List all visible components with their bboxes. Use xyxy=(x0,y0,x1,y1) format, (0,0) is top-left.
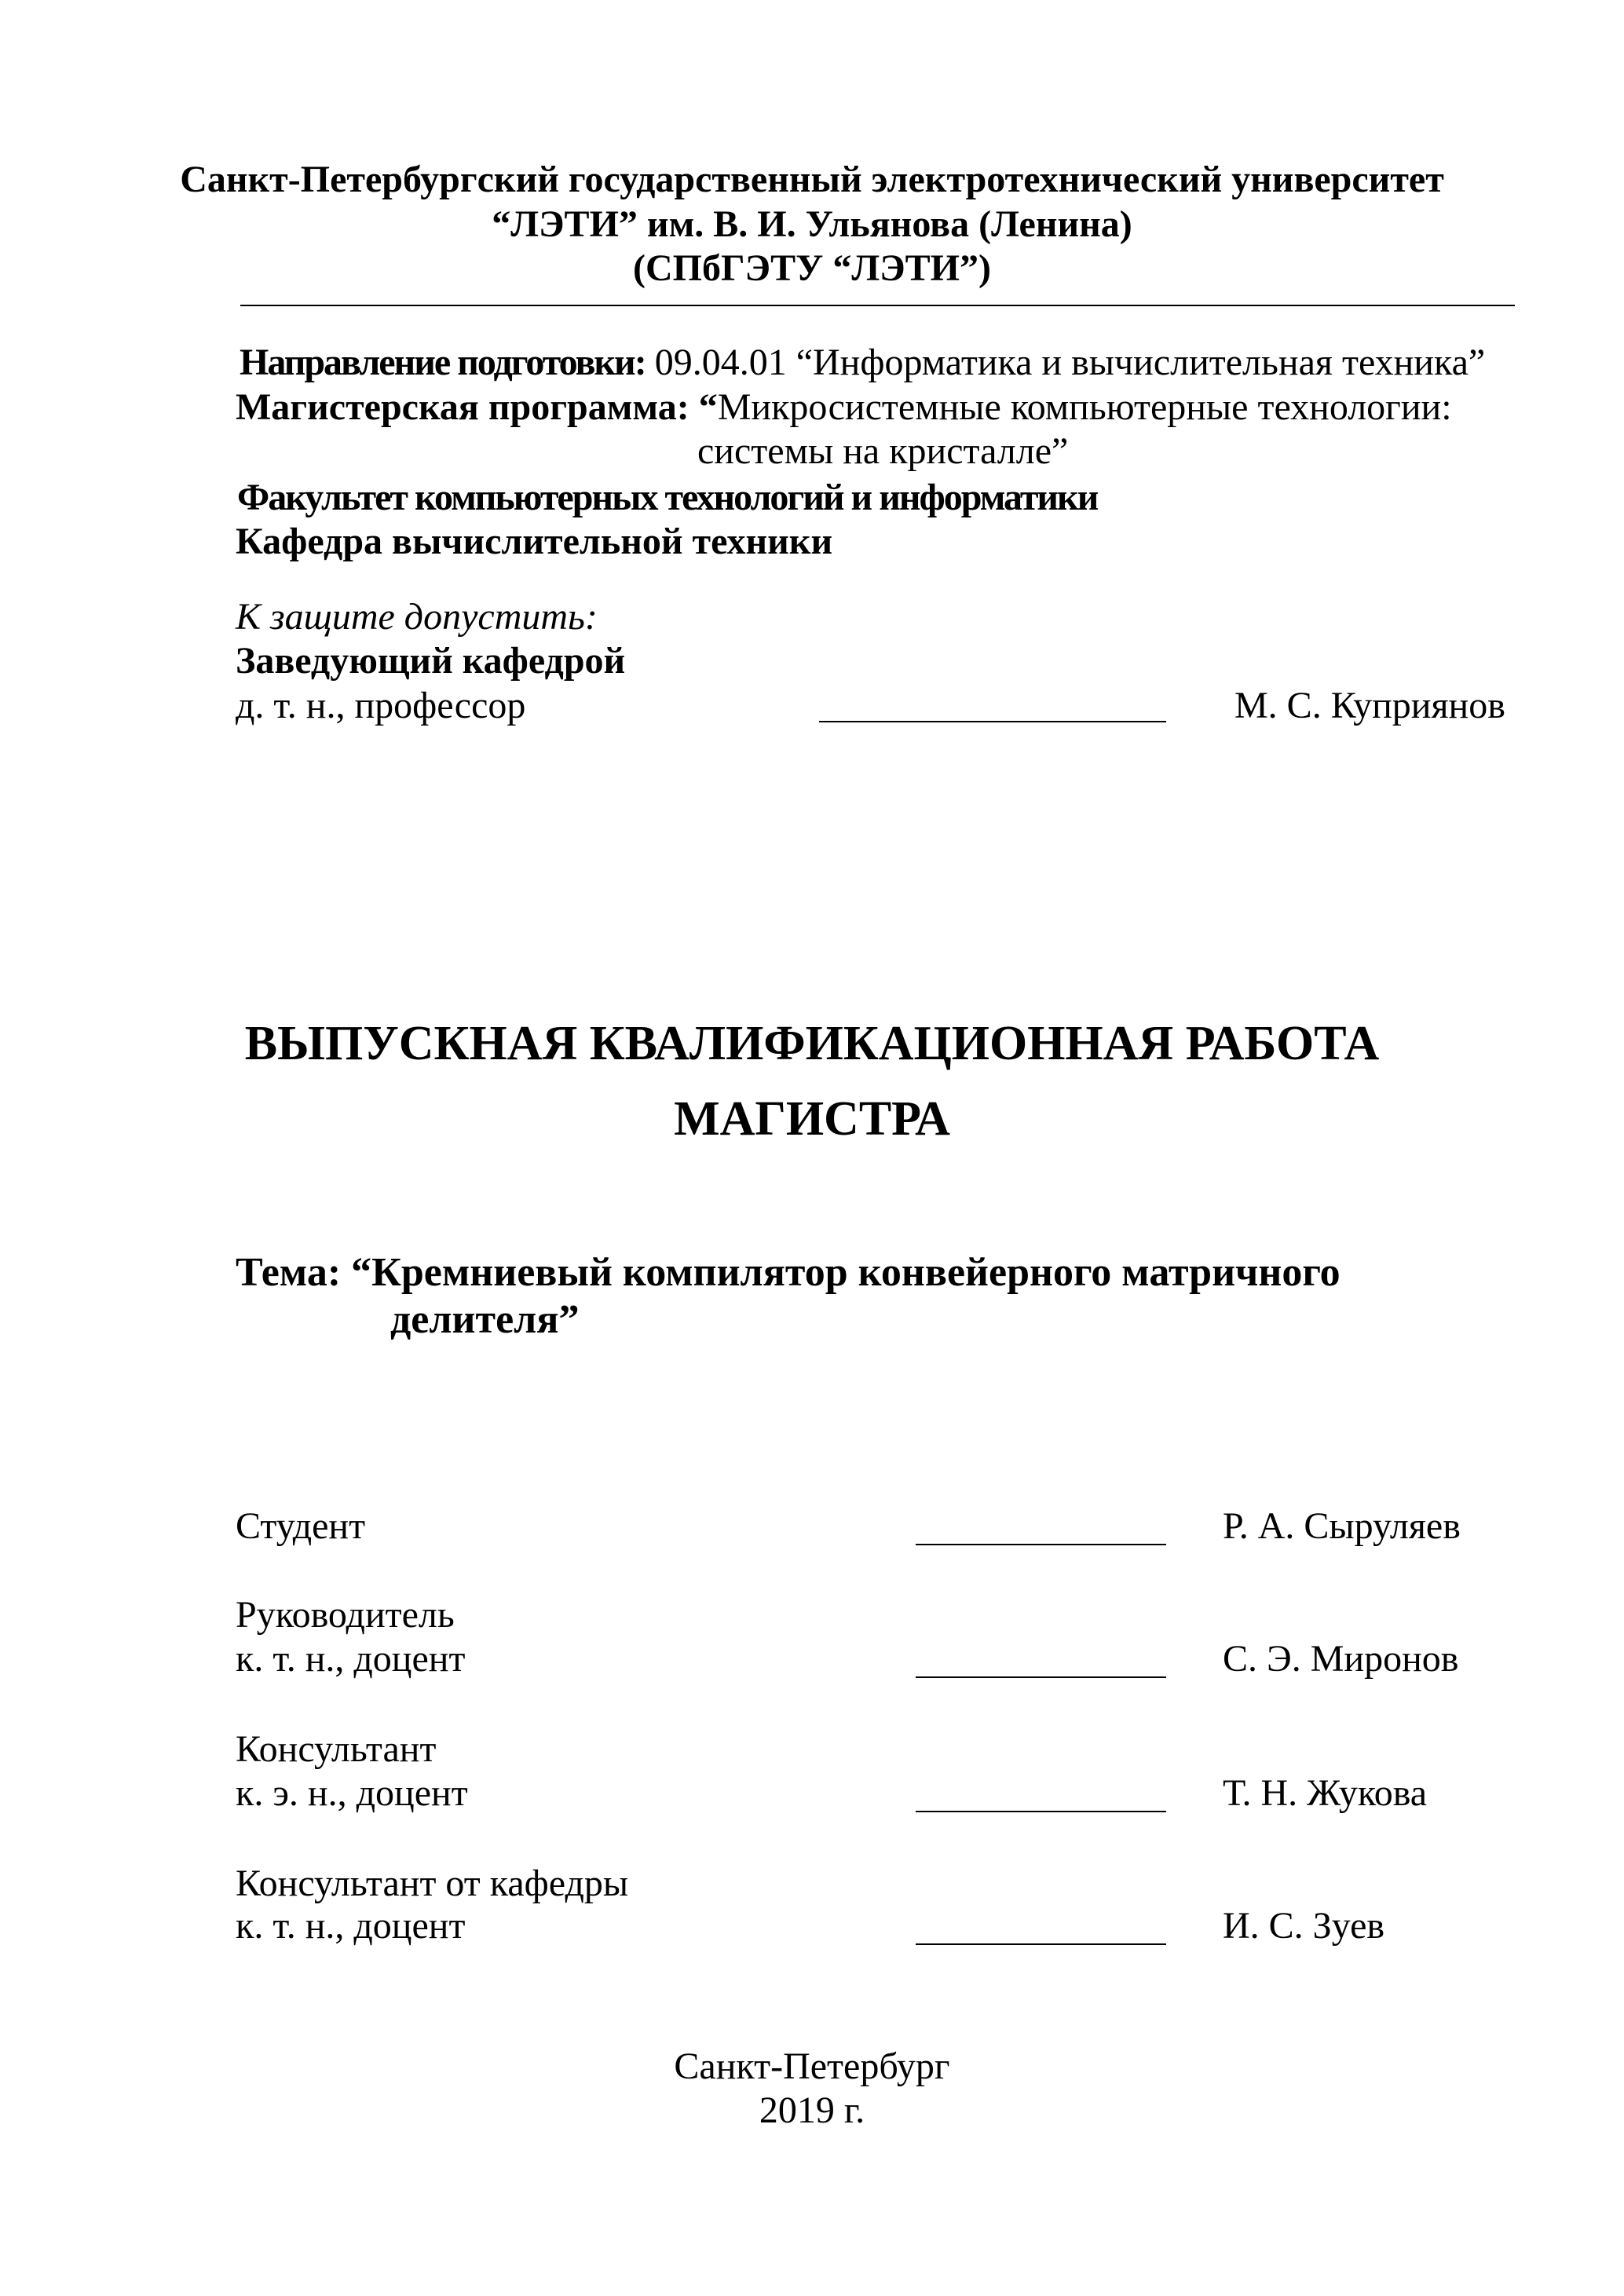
department-consultant-signature-line xyxy=(916,1943,1166,1945)
admit-to-defense: К защите допустить: xyxy=(236,596,598,638)
consultant-signature-line xyxy=(916,1811,1166,1812)
faculty: Факультет компьютерных технологий и информатики xyxy=(237,477,1098,518)
head-degree: д. т. н., профессор xyxy=(236,685,526,726)
supervisor-name: С. Э. Миронов xyxy=(1223,1638,1459,1680)
direction-line xyxy=(240,341,1485,385)
department: Кафедра вычислительной техники xyxy=(236,521,833,562)
year: 2019 г. xyxy=(759,2089,865,2131)
head-signature-line xyxy=(819,721,1166,722)
city: Санкт-Петербург xyxy=(674,2046,950,2087)
theme-line2: делителя” xyxy=(390,1297,580,1342)
consultant-role: Консультант xyxy=(236,1728,437,1770)
supervisor-degree: к. т. н., доцент xyxy=(236,1638,466,1680)
head-name: М. С. Куприянов xyxy=(1234,685,1505,726)
student-name: Р. А. Сыруляев xyxy=(1223,1505,1461,1547)
university-abbreviation: (СПбГЭТУ “ЛЭТИ”) xyxy=(633,247,991,289)
document-title-line2: МАГИСТРА xyxy=(674,1092,950,1146)
theme-line1: Тема: “Кремниевый компилятор конвейерного матричного xyxy=(236,1250,1341,1295)
department-consultant-name: И. С. Зуев xyxy=(1223,1905,1385,1947)
program-line xyxy=(236,386,1452,430)
direction-value: 09.04.01 “Информатика и вычислительная техника” xyxy=(645,342,1486,383)
student-signature-line xyxy=(916,1544,1166,1545)
program-label: Магистерская программа: “ xyxy=(236,386,718,428)
consultant-degree: к. э. н., доцент xyxy=(236,1772,468,1814)
university-name-line2: “ЛЭТИ” им. В. И. Ульянова (Ленина) xyxy=(492,203,1132,245)
supervisor-signature-line xyxy=(916,1676,1166,1678)
direction-label: Направление подготовки: xyxy=(240,342,646,383)
head-title: Заведующий кафедрой xyxy=(236,640,626,682)
department-consultant-role: Консультант от кафедры xyxy=(236,1863,629,1904)
document-title-line1: ВЫПУСКНАЯ КВАЛИФИКАЦИОННАЯ РАБОТА xyxy=(244,1017,1380,1070)
header-divider xyxy=(240,305,1515,306)
program-value: Микросистемные компьютерные технологии: xyxy=(717,386,1452,428)
university-name-line1: Санкт-Петербургский государственный электротехнический университет xyxy=(180,159,1444,200)
student-role: Студент xyxy=(236,1505,366,1547)
program-value-continued: системы на кристалле” xyxy=(697,430,1069,472)
supervisor-role: Руководитель xyxy=(236,1594,455,1636)
department-consultant-degree: к. т. н., доцент xyxy=(236,1905,466,1947)
consultant-name: Т. Н. Жукова xyxy=(1223,1772,1428,1814)
